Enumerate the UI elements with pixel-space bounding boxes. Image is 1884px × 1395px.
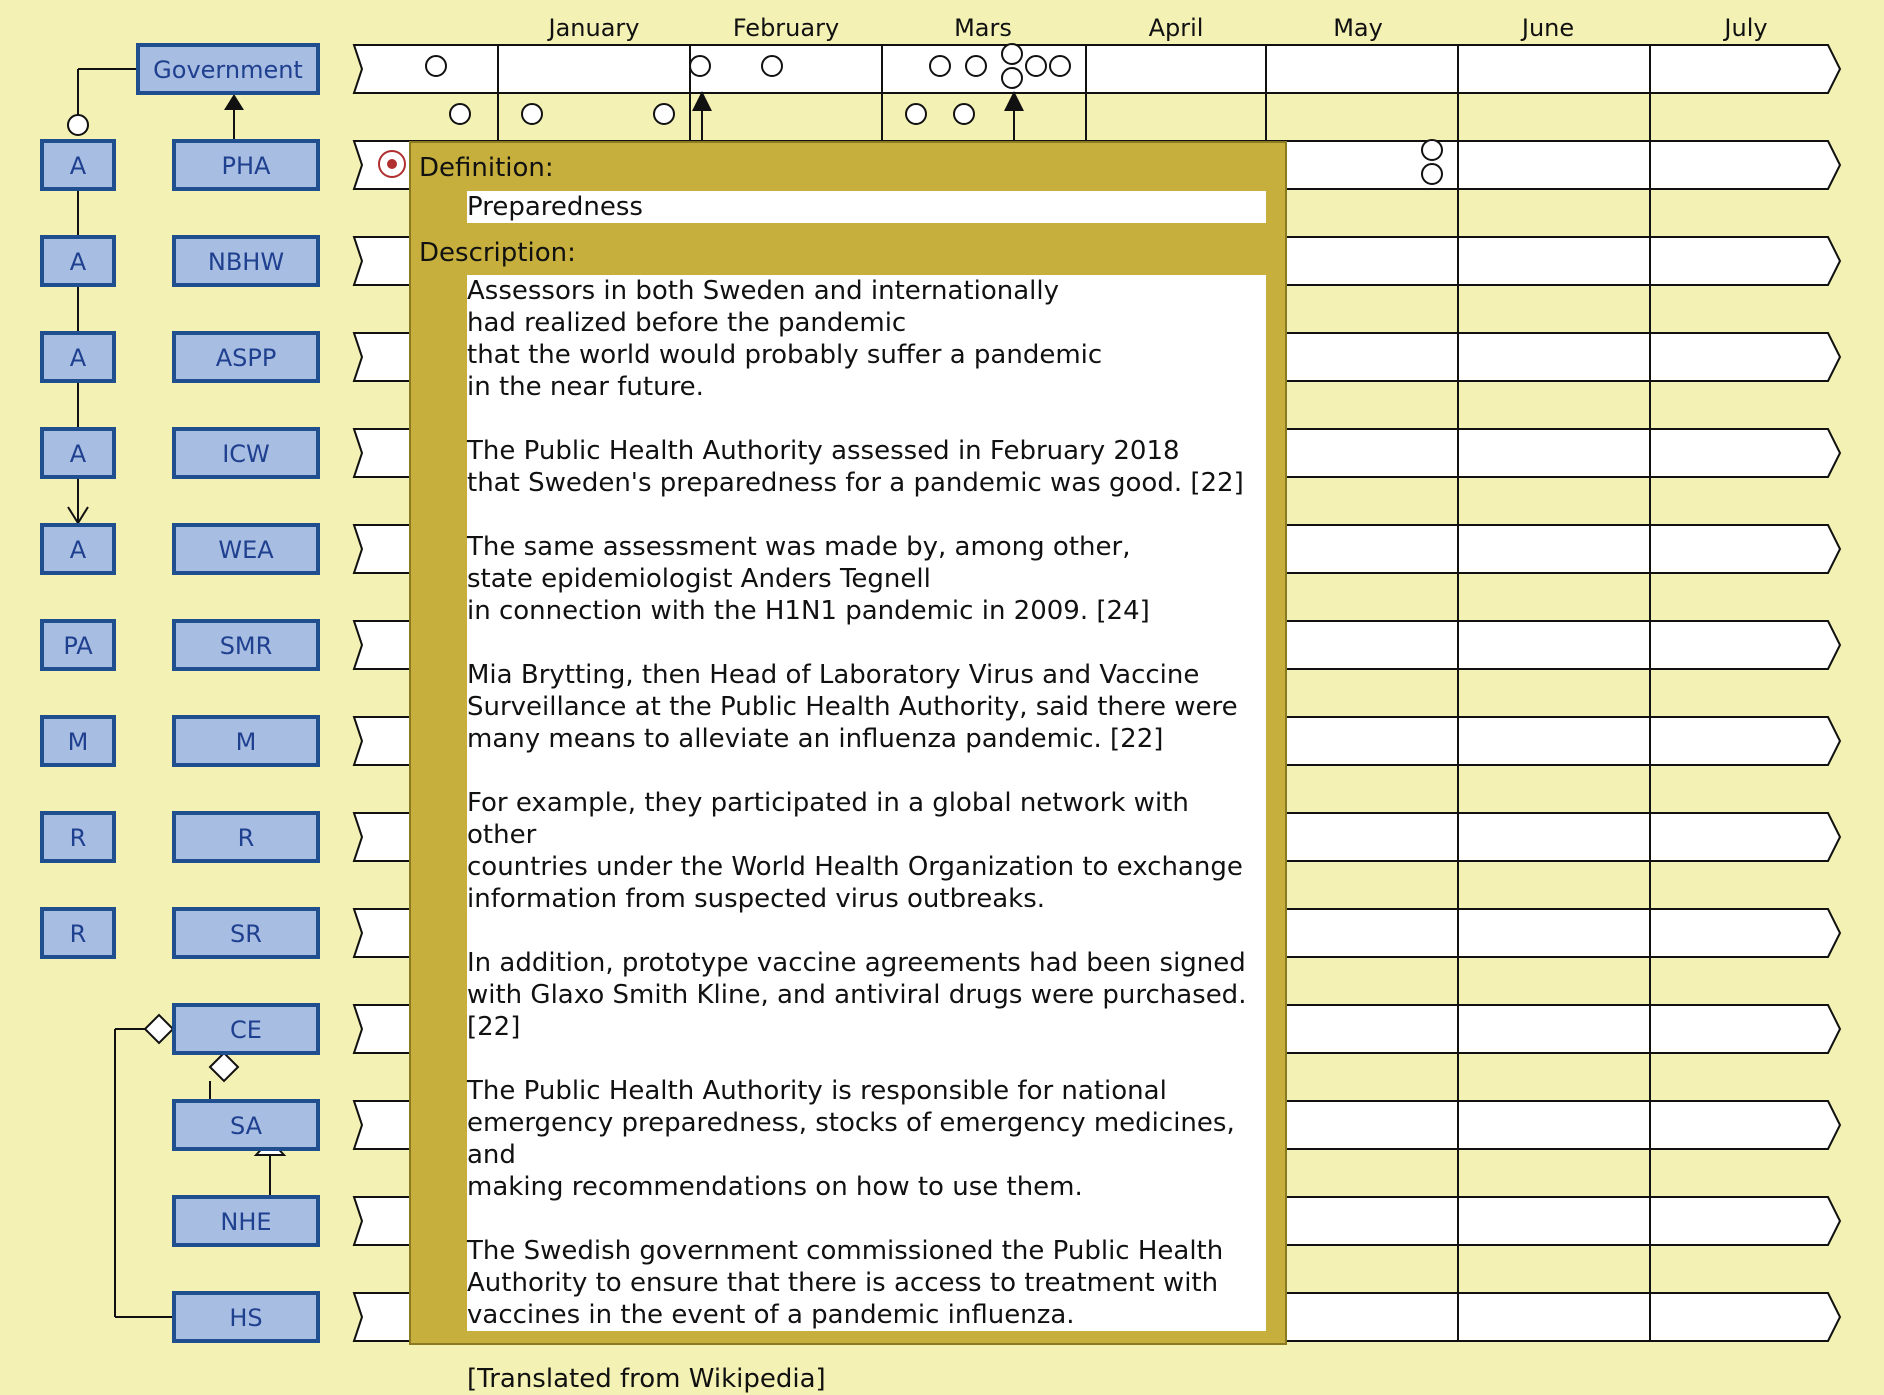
- month-label-may: May: [1333, 14, 1383, 42]
- agency-box-r-8[interactable]: [174, 813, 318, 861]
- agency-box-pha-1-label: PHA: [221, 152, 271, 180]
- agency-box-nhe-12[interactable]: [174, 1197, 318, 1245]
- entity-boxes: [42, 45, 318, 1341]
- description-label: Description:: [419, 238, 576, 268]
- description-paragraph: Assessors in both Sweden and internationally had realized before the pandemic that the world would probably suffer a pandemic in the near future.: [467, 276, 1103, 402]
- month-label-april: April: [1148, 14, 1204, 42]
- description-paragraph: The Public Health Authority is responsible for national emergency preparedness, stocks of emergency medicines, and making recommendations on how to use them.: [467, 1076, 1235, 1202]
- diamond-marker: [210, 1053, 238, 1081]
- agency-box-wea-5-label: WEA: [218, 536, 274, 564]
- agency-box-ce-10-label: CE: [230, 1016, 262, 1044]
- event-marker: [966, 56, 986, 76]
- agency-box-wea-5[interactable]: [174, 525, 318, 573]
- left-box-3[interactable]: [42, 333, 114, 381]
- event-marker: [654, 104, 674, 124]
- left-box-8-label: R: [69, 824, 87, 852]
- agency-box-sa-11-label: SA: [229, 1112, 263, 1140]
- description-paragraph: [Translated from Wikipedia]: [467, 1364, 826, 1394]
- timeline-lane: [354, 45, 1840, 93]
- close-icon[interactable]: [378, 150, 406, 178]
- left-box-3-label: A: [69, 344, 87, 372]
- agency-box-hs-13[interactable]: [174, 1293, 318, 1341]
- left-box-2-label: A: [69, 248, 87, 276]
- left-box-7-label: M: [67, 728, 89, 756]
- event-marker: [1422, 140, 1442, 160]
- event-marker: [1002, 44, 1022, 64]
- description-text[interactable]: [467, 275, 1266, 1394]
- government-box-label: Government: [153, 56, 303, 84]
- month-label-january: January: [548, 14, 640, 42]
- month-label-july: July: [1724, 14, 1768, 42]
- agency-box-aspp-3[interactable]: [174, 333, 318, 381]
- agency-box-pha-1[interactable]: [174, 141, 318, 189]
- event-marker: [1050, 56, 1070, 76]
- agency-box-r-8-label: R: [237, 824, 255, 852]
- left-box-4[interactable]: [42, 429, 114, 477]
- event-marker: [450, 104, 470, 124]
- description-paragraph: Mia Brytting, then Head of Laboratory Virus and Vaccine Surveillance at the Public Health Authority, said there were many means to alleviate an influenza pandemic. [22]: [467, 660, 1238, 754]
- agency-box-smr-6[interactable]: [174, 621, 318, 669]
- agency-box-smr-6-label: SMR: [219, 632, 273, 660]
- event-marker: [690, 56, 710, 76]
- aggregation-circle: [68, 115, 88, 135]
- left-box-6-label: PA: [63, 632, 93, 660]
- description-paragraph: The same assessment was made by, among other, state epidemiologist Anders Tegnell in connection with the H1N1 pandemic in 2009. [24]: [467, 532, 1150, 626]
- arrow-head: [224, 94, 244, 110]
- event-marker: [1026, 56, 1046, 76]
- event-marker: [1422, 164, 1442, 184]
- left-box-2[interactable]: [42, 237, 114, 285]
- event-marker: [930, 56, 950, 76]
- left-box-4-label: A: [69, 440, 87, 468]
- agency-box-sr-9-label: SR: [230, 920, 262, 948]
- month-label-june: June: [1521, 14, 1575, 42]
- agency-box-icw-4-label: ICW: [222, 440, 270, 468]
- event-marker: [522, 104, 542, 124]
- government-box[interactable]: [138, 45, 318, 93]
- definition-popup[interactable]: [409, 141, 1287, 1394]
- left-box-9[interactable]: [42, 909, 114, 957]
- event-marker: [906, 104, 926, 124]
- agency-box-m-7-label: M: [235, 728, 257, 756]
- event-marker: [426, 56, 446, 76]
- agency-box-nbhw-2-label: NBHW: [207, 248, 285, 276]
- event-marker: [762, 56, 782, 76]
- month-label-february: February: [732, 14, 840, 42]
- agency-box-ce-10[interactable]: [174, 1005, 318, 1053]
- description-paragraph: The Public Health Authority assessed in February 2018 that Sweden's preparedness for a pandemic was good. [22]: [467, 436, 1244, 498]
- left-box-9-label: R: [69, 920, 87, 948]
- left-box-5-label: A: [69, 536, 87, 564]
- agency-box-sa-11[interactable]: [174, 1101, 318, 1149]
- left-box-5[interactable]: [42, 525, 114, 573]
- left-box-6[interactable]: [42, 621, 114, 669]
- agency-box-m-7[interactable]: [174, 717, 318, 765]
- diamond-marker: [145, 1015, 173, 1043]
- agency-box-hs-13-label: HS: [229, 1304, 263, 1332]
- description-paragraph: In addition, prototype vaccine agreements had been signed with Glaxo Smith Kline, and antiviral drugs were purchased. [22]: [467, 948, 1247, 1042]
- agency-box-nhe-12-label: NHE: [220, 1208, 272, 1236]
- definition-value[interactable]: Preparedness: [467, 191, 1266, 223]
- agency-box-icw-4[interactable]: [174, 429, 318, 477]
- month-header: [547, 14, 1768, 42]
- agency-box-aspp-3-label: ASPP: [215, 344, 277, 372]
- event-marker: [1002, 68, 1022, 88]
- left-box-8[interactable]: [42, 813, 114, 861]
- definition-label: Definition:: [419, 153, 554, 183]
- left-box-1[interactable]: [42, 141, 114, 189]
- month-label-mars: Mars: [954, 14, 1012, 42]
- description-paragraph: For example, they participated in a global network with other countries under the World Health Organization to exchange information from suspected virus outbreaks.: [467, 788, 1243, 914]
- left-box-1-label: A: [69, 152, 87, 180]
- description-paragraph: The Swedish government commissioned the Public Health Authority to ensure that there is access to treatment with vaccines in the event of a pandemic influenza.: [467, 1236, 1224, 1330]
- agency-box-nbhw-2[interactable]: [174, 237, 318, 285]
- left-box-7[interactable]: [42, 717, 114, 765]
- event-marker: [954, 104, 974, 124]
- agency-box-sr-9[interactable]: [174, 909, 318, 957]
